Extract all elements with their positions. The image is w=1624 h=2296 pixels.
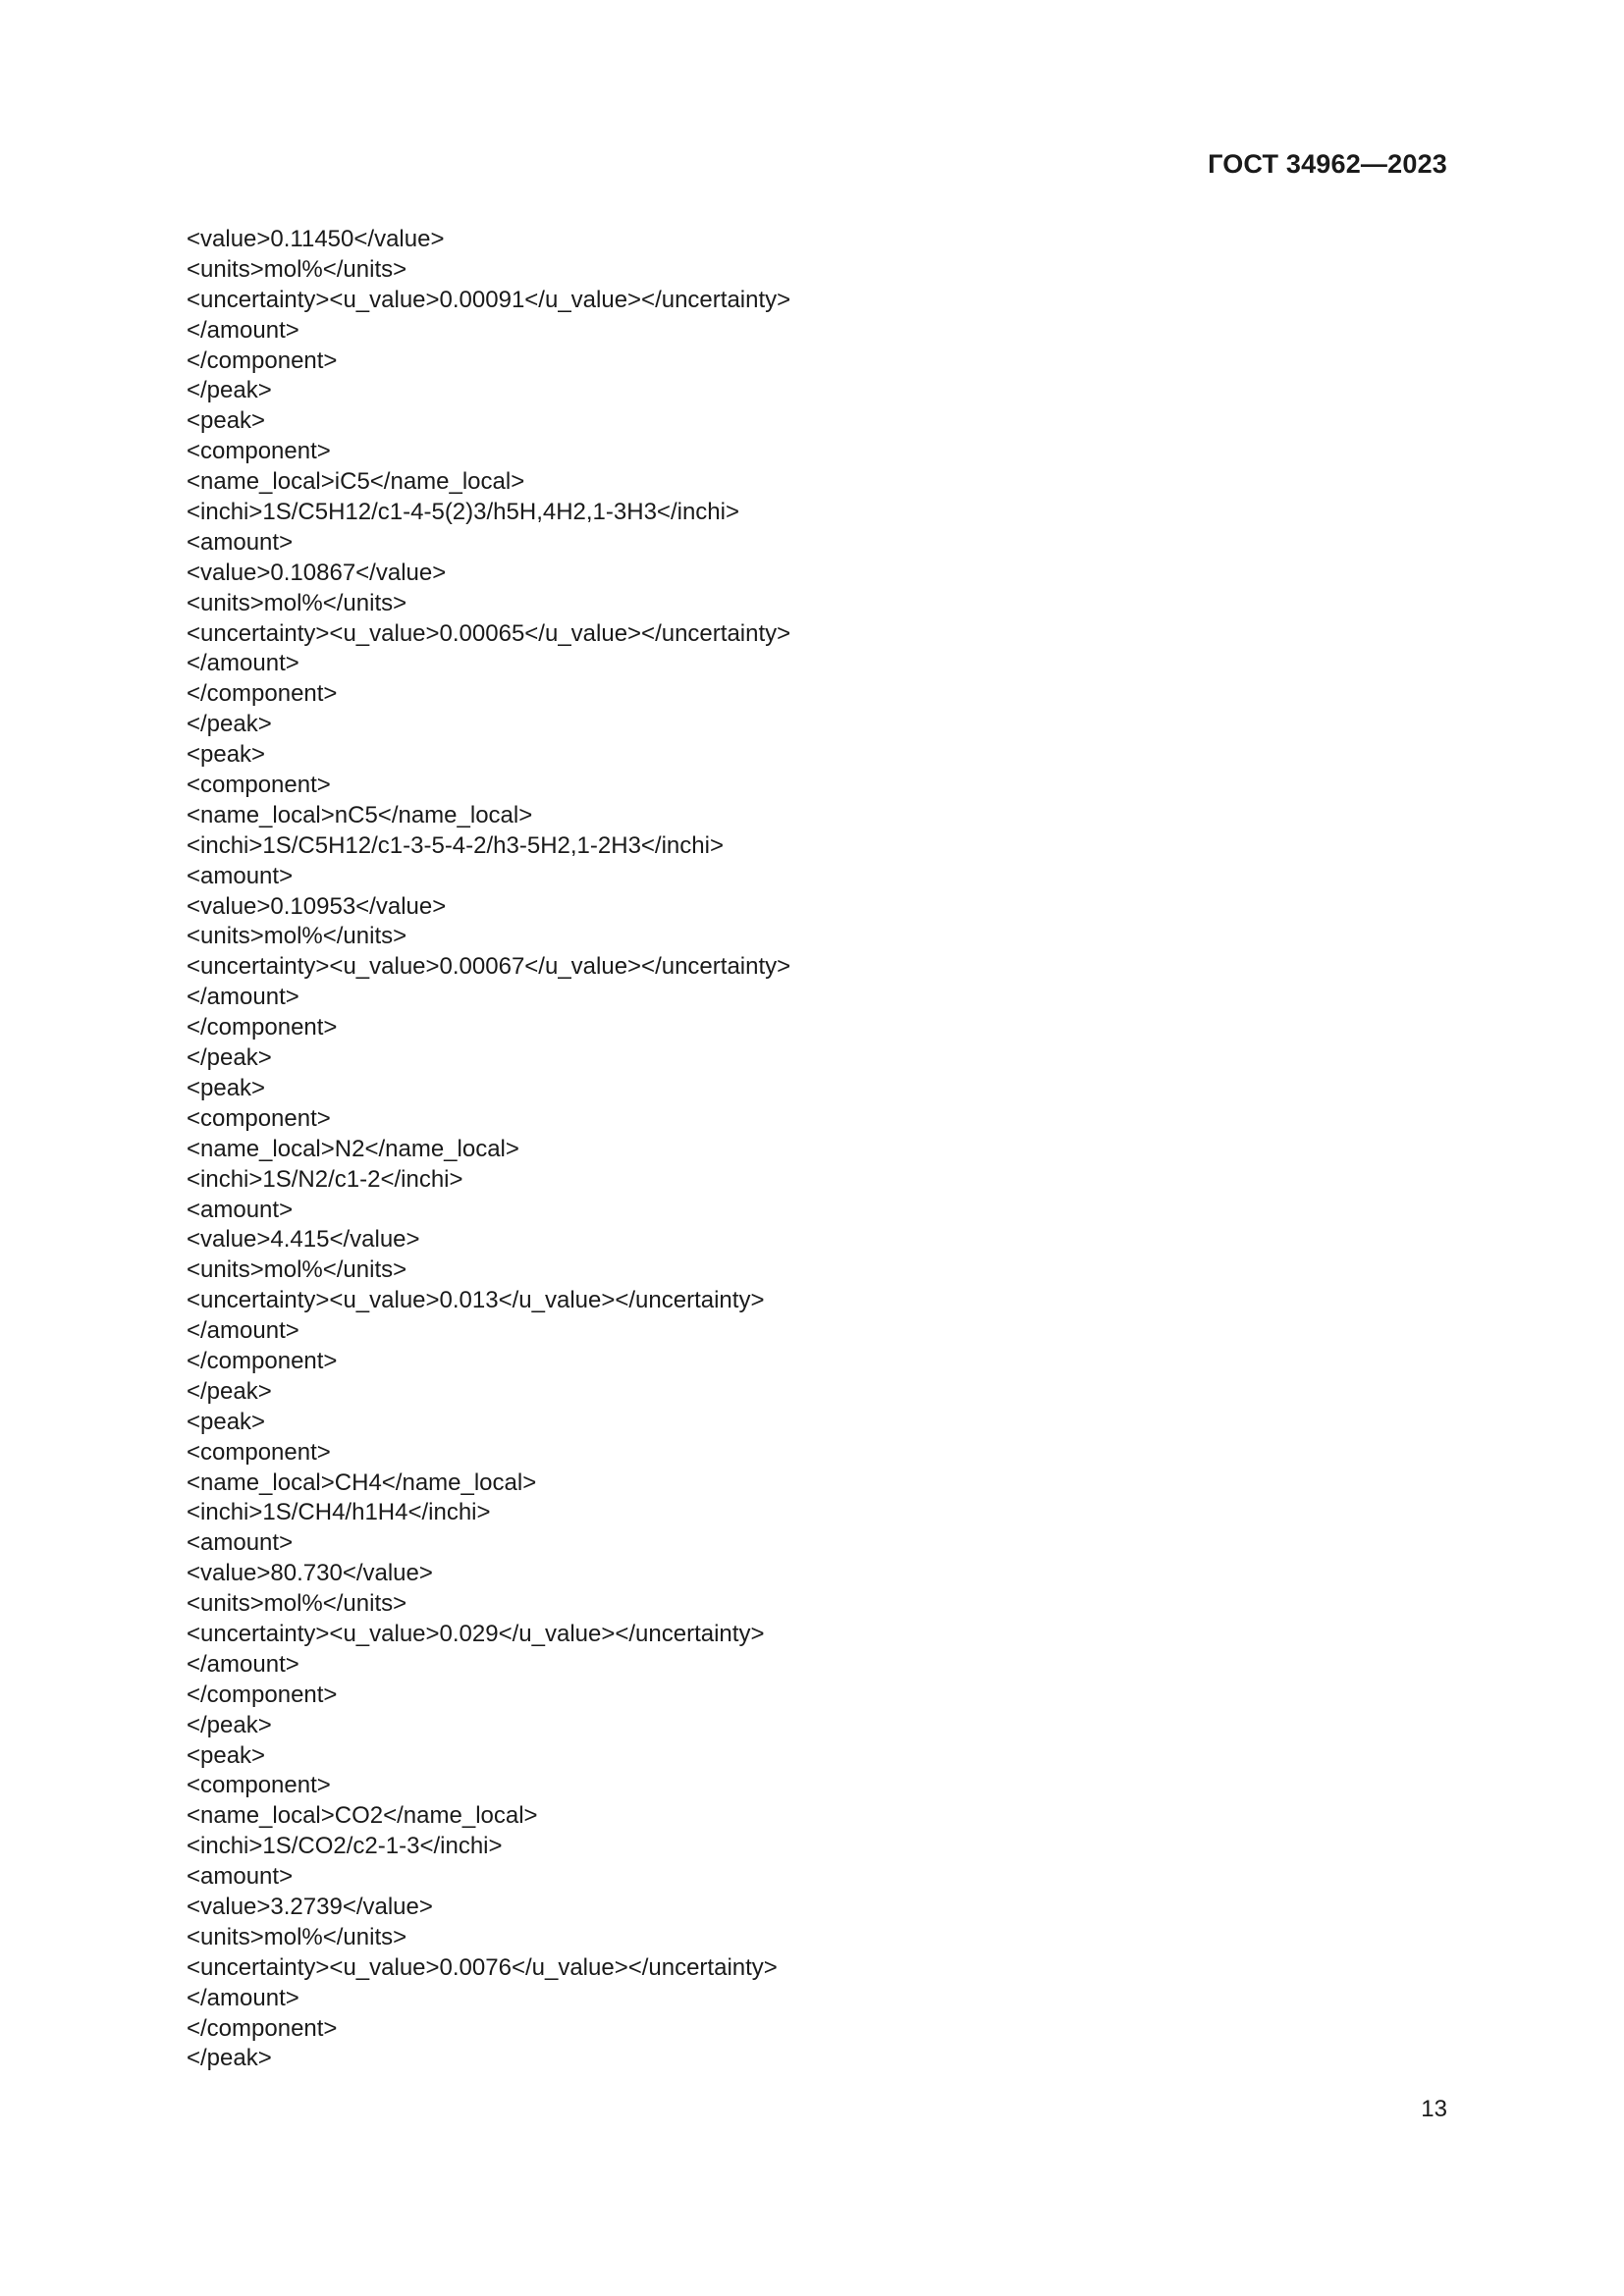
xml-line: <amount>: [187, 1529, 294, 1557]
xml-line: <component>: [187, 772, 331, 799]
xml-line: </amount>: [187, 1650, 299, 1678]
xml-line: <units>mol%</units>: [187, 1590, 407, 1618]
xml-line: <name_local>iC5</name_local>: [187, 468, 525, 496]
xml-line: </peak>: [187, 1711, 272, 1738]
xml-line: <name_local>nC5</name_local>: [187, 801, 533, 828]
xml-line: <inchi>1S/C5H12/c1-4-5(2)3/h5H,4H2,1-3H3</inchi>: [187, 499, 739, 526]
xml-line: <value>0.10953</value>: [187, 892, 447, 920]
xml-line: <peak>: [187, 1074, 266, 1101]
xml-listing: [187, 225, 1365, 2074]
xml-line: </peak>: [187, 711, 272, 738]
page-number: 13: [1421, 2096, 1447, 2122]
document-standard-header: ГОСТ 34962—2023: [1208, 149, 1447, 179]
xml-line: </peak>: [187, 1044, 272, 1072]
xml-line: <peak>: [187, 741, 266, 769]
xml-line: </component>: [187, 1014, 338, 1041]
xml-line: </amount>: [187, 984, 299, 1011]
xml-line: <inchi>1S/CH4/h1H4</inchi>: [187, 1499, 491, 1526]
xml-line: <amount>: [187, 862, 294, 889]
xml-line: <value>0.10867</value>: [187, 559, 447, 586]
xml-line: <uncertainty><u_value>0.029</u_value></uncertainty>: [187, 1620, 765, 1647]
xml-line: <value>4.415</value>: [187, 1226, 420, 1254]
xml-line: <name_local>CO2</name_local>: [187, 1802, 538, 1830]
xml-line: <uncertainty><u_value>0.013</u_value></uncertainty>: [187, 1287, 765, 1314]
xml-line: </component>: [187, 2014, 338, 2042]
xml-line: </component>: [187, 1347, 338, 1374]
xml-line: <peak>: [187, 407, 266, 435]
xml-line: <name_local>N2</name_local>: [187, 1135, 519, 1162]
xml-line: <uncertainty><u_value>0.00091</u_value></uncertainty>: [187, 286, 791, 313]
xml-line: <uncertainty><u_value>0.0076</u_value></uncertainty>: [187, 1953, 778, 1981]
xml-line: </amount>: [187, 1984, 299, 2011]
xml-line: <uncertainty><u_value>0.00067</u_value></uncertainty>: [187, 953, 791, 981]
xml-line: <peak>: [187, 1408, 266, 1435]
xml-line: </component>: [187, 680, 338, 708]
xml-line: <component>: [187, 438, 331, 465]
xml-line: <component>: [187, 1438, 331, 1466]
xml-line: <units>mol%</units>: [187, 923, 407, 950]
xml-line: <amount>: [187, 1196, 294, 1223]
xml-line: <value>80.730</value>: [187, 1560, 433, 1587]
xml-line: </peak>: [187, 2045, 272, 2072]
xml-line: <amount>: [187, 528, 294, 556]
xml-line: </peak>: [187, 377, 272, 404]
xml-line: <name_local>CH4</name_local>: [187, 1468, 537, 1496]
xml-line: <value>3.2739</value>: [187, 1893, 433, 1920]
xml-line: <units>mol%</units>: [187, 255, 407, 283]
xml-line: <inchi>1S/CO2/c2-1-3</inchi>: [187, 1833, 503, 1860]
xml-line: <units>mol%</units>: [187, 589, 407, 616]
xml-line: </amount>: [187, 316, 299, 344]
xml-line: <component>: [187, 1104, 331, 1132]
xml-line: <value>0.11450</value>: [187, 226, 445, 252]
xml-line: <amount>: [187, 1863, 294, 1891]
xml-line: <peak>: [187, 1741, 266, 1769]
xml-line: <inchi>1S/C5H12/c1-3-5-4-2/h3-5H2,1-2H3</inchi>: [187, 831, 724, 859]
xml-line: <component>: [187, 1772, 331, 1799]
xml-line: <uncertainty><u_value>0.00065</u_value></uncertainty>: [187, 619, 791, 647]
xml-line: </peak>: [187, 1377, 272, 1405]
xml-line: </component>: [187, 1681, 338, 1708]
xml-line: <units>mol%</units>: [187, 1256, 407, 1284]
xml-line: <units>mol%</units>: [187, 1923, 407, 1950]
xml-line: </amount>: [187, 650, 299, 677]
xml-line: <inchi>1S/N2/c1-2</inchi>: [187, 1165, 463, 1193]
xml-line: </component>: [187, 347, 338, 374]
xml-line: </amount>: [187, 1317, 299, 1345]
